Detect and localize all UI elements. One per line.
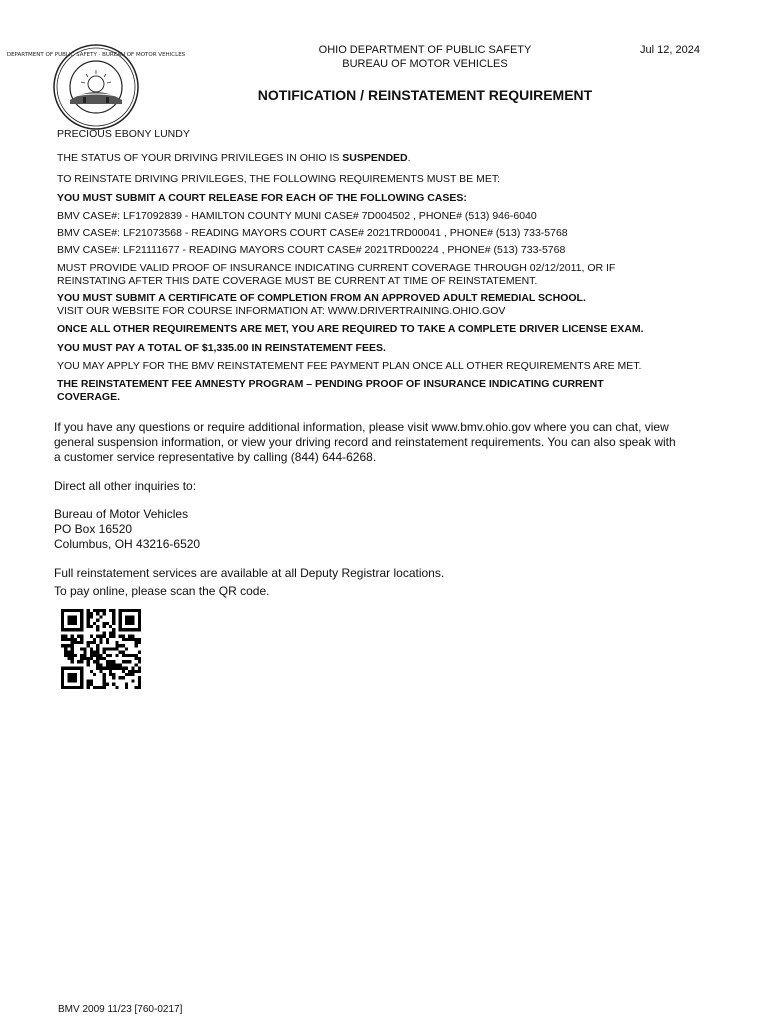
seal-text: DEPARTMENT OF PUBLIC SAFETY · BUREAU OF MOTOR VEHICLES <box>6 52 186 58</box>
amnesty-line-1: THE REINSTATEMENT FEE AMNESTY PROGRAM – PENDING PROOF OF INSURANCE INDICATING CURRENT <box>57 378 604 390</box>
payment-qr-code[interactable] <box>61 609 141 689</box>
case-line: BMV CASE#: LF21111677 - READING MAYORS COURT CASE# 2021TRD00224 , PHONE# (513) 733-5768 <box>57 244 566 256</box>
status-suffix: . <box>407 152 411 164</box>
fee-requirement-text: YOU MUST PAY A TOTAL OF $1,335.00 IN REINSTATEMENT FEES. <box>57 342 386 354</box>
direct-inquiries: Direct all other inquiries to: <box>54 479 197 493</box>
department-header <box>250 43 600 71</box>
recipient-name: PRECIOUS EBONY LUNDY <box>57 128 190 140</box>
info-line-2: general suspension information, or view your driving record and reinstatement requirements. You can also speak with <box>54 435 676 449</box>
status-prefix: THE STATUS OF YOUR DRIVING PRIVILEGES IN OHIO IS <box>57 152 343 164</box>
court-release-heading-text: YOU MUST SUBMIT A COURT RELEASE FOR EACH OF THE FOLLOWING CASES: <box>57 192 467 204</box>
department-name: OHIO DEPARTMENT OF PUBLIC SAFETY <box>318 44 532 56</box>
address-line-2: PO Box 16520 <box>54 522 133 536</box>
fee-requirement <box>57 342 697 355</box>
info-line-3: a customer service representative by calling (844) 644-6268. <box>54 450 377 464</box>
insurance-line-1: MUST PROVIDE VALID PROOF OF INSURANCE INDICATING CURRENT COVERAGE THROUGH 02/12/2011, OR IF <box>57 262 616 274</box>
amnesty-program <box>57 378 697 404</box>
amnesty-line-2: COVERAGE. <box>57 391 121 403</box>
info-line-1: If you have any questions or require additional information, please visit www.bmv.ohio.gov where you can chat, view <box>54 420 669 434</box>
remedial-heading: YOU MUST SUBMIT A CERTIFICATE OF COMPLETION FROM AN APPROVED ADULT REMEDIAL SCHOOL. <box>57 292 586 304</box>
form-number: BMV 2009 11/23 [760-0217] <box>58 1004 183 1015</box>
case-line: BMV CASE#: LF21073568 - READING MAYORS COURT CASE# 2021TRD00041 , PHONE# (513) 733-5768 <box>57 227 568 239</box>
remedial-website: VISIT OUR WEBSITE FOR COURSE INFORMATION AT: WWW.DRIVERTRAINING.OHIO.GOV <box>57 305 506 317</box>
payment-plan-note: YOU MAY APPLY FOR THE BMV REINSTATEMENT FEE PAYMENT PLAN ONCE ALL OTHER REQUIREMENTS ARE MET. <box>57 360 642 372</box>
status-value: SUSPENDED <box>342 152 408 164</box>
court-release-heading <box>57 192 467 205</box>
page-title: NOTIFICATION / REINSTATEMENT REQUIREMENT <box>257 87 593 103</box>
bureau-name: BUREAU OF MOTOR VEHICLES <box>342 58 508 70</box>
insurance-line-2: REINSTATING AFTER THIS DATE COVERAGE MUST BE CURRENT AT TIME OF REINSTATEMENT. <box>57 275 538 287</box>
mailing-address <box>54 507 714 552</box>
insurance-requirement <box>57 262 697 288</box>
ohio-dps-seal <box>6 44 186 130</box>
remedial-school-requirement <box>57 292 697 318</box>
exam-requirement <box>57 323 697 336</box>
qr-instruction: To pay online, please scan the QR code. <box>54 584 270 598</box>
letter-date: Jul 12, 2024 <box>640 44 700 56</box>
info-paragraph <box>54 420 714 465</box>
case-line: BMV CASE#: LF17092839 - HAMILTON COUNTY MUNI CASE# 7D004502 , PHONE# (513) 946-6040 <box>57 210 537 222</box>
services-line: Full reinstatement services are available at all Deputy Registrar locations. <box>54 566 445 580</box>
address-line-3: Columbus, OH 43216-6520 <box>54 537 201 551</box>
exam-requirement-text: ONCE ALL OTHER REQUIREMENTS ARE MET, YOU ARE REQUIRED TO TAKE A COMPLETE DRIVER LICENSE EXAM. <box>57 323 644 335</box>
status-line <box>57 152 411 165</box>
requirements-intro: TO REINSTATE DRIVING PRIVILEGES, THE FOLLOWING REQUIREMENTS MUST BE MET: <box>57 173 501 185</box>
address-line-1: Bureau of Motor Vehicles <box>54 507 189 521</box>
